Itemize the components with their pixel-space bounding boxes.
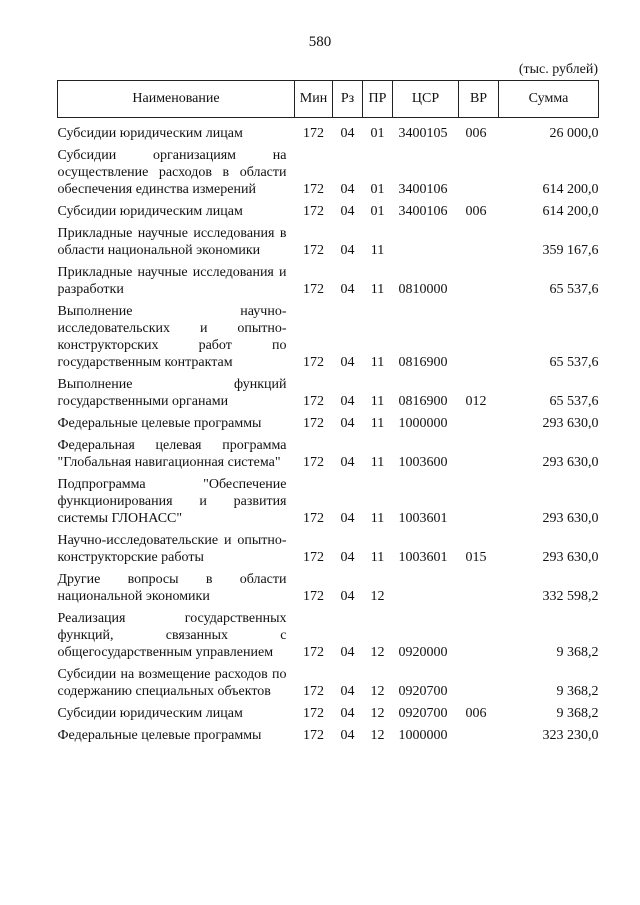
cell-pr: 01 [370,204,385,219]
cell-vr [459,432,499,471]
cell-min: 172 [303,684,324,699]
cell-min: 172 [303,455,324,470]
cell-name: Федеральные целевые программы [57,416,262,431]
cell-pr: 12 [370,706,385,721]
cell-rz: 04 [340,394,355,409]
units-caption: (тыс. рублей) [518,62,598,77]
cell-pr: 11 [370,416,385,431]
budget-table [57,80,599,744]
cell-name: Субсидии на возмещение расходов по содержанию специальных объектов [57,667,287,699]
cell-min: 172 [303,416,324,431]
cell-rz: 04 [340,182,355,197]
cell-csr [393,220,459,259]
cell-pr: 11 [370,550,385,565]
cell-vr [459,298,499,371]
header-name: Наименование [58,81,295,118]
cell-name: Подпрограмма "Обеспечение функционирования и развития системы ГЛОНАСС" [57,477,287,526]
table-row [58,566,599,605]
table-row [58,259,599,298]
header-pr: ПР [363,81,393,118]
cell-sum: 9 368,2 [556,706,599,721]
cell-vr: 006 [465,126,487,141]
cell-sum: 614 200,0 [542,182,599,197]
cell-min: 172 [303,182,324,197]
cell-vr [459,410,499,432]
table-row [58,527,599,566]
cell-csr: 0816900 [398,355,448,370]
cell-sum: 293 630,0 [542,550,599,565]
cell-name: Федеральная целевая программа "Глобальная навигационная система" [57,438,287,470]
cell-name: Другие вопросы в области национальной экономики [57,572,287,604]
header-min: Мин [295,81,333,118]
cell-pr: 01 [370,126,385,141]
cell-pr: 11 [370,355,385,370]
cell-pr: 11 [370,243,385,258]
cell-sum: 26 000,0 [549,126,599,141]
header-sum: Сумма [499,81,599,118]
cell-csr: 0920700 [398,684,448,699]
table-row [58,605,599,661]
cell-name: Прикладные научные исследования в области национальной экономики [57,226,287,258]
cell-vr [459,142,499,198]
cell-sum: 9 368,2 [556,645,599,660]
cell-csr: 0810000 [398,282,448,297]
cell-pr: 12 [370,728,385,743]
cell-rz: 04 [340,684,355,699]
cell-min: 172 [303,511,324,526]
page-number: 580 [308,34,332,50]
cell-name: Субсидии юридическим лицам [57,706,243,721]
table-row [58,410,599,432]
cell-name: Выполнение функций государственными органами [57,377,287,409]
cell-csr: 1003601 [398,511,448,526]
table-row [58,371,599,410]
cell-vr [459,259,499,298]
cell-vr: 012 [465,394,487,409]
cell-vr: 006 [465,706,487,721]
cell-sum: 293 630,0 [542,511,599,526]
cell-sum: 9 368,2 [556,684,599,699]
cell-min: 172 [303,126,324,141]
cell-rz: 04 [340,550,355,565]
cell-rz: 04 [340,728,355,743]
cell-vr [459,722,499,744]
cell-min: 172 [303,589,324,604]
cell-sum: 293 630,0 [542,455,599,470]
cell-csr: 1000000 [398,728,448,743]
table-row [58,220,599,259]
cell-sum: 359 167,6 [542,243,599,258]
header-csr: ЦСР [393,81,459,118]
cell-csr: 0920700 [398,706,448,721]
cell-rz: 04 [340,282,355,297]
cell-vr: 006 [465,204,487,219]
cell-min: 172 [303,243,324,258]
cell-pr: 11 [370,455,385,470]
table-row [58,142,599,198]
cell-sum: 323 230,0 [542,728,599,743]
header-rz: Рз [333,81,363,118]
cell-rz: 04 [340,706,355,721]
table-row [58,298,599,371]
cell-vr [459,471,499,527]
cell-vr [459,220,499,259]
cell-sum: 65 537,6 [549,394,599,409]
cell-rz: 04 [340,416,355,431]
cell-rz: 04 [340,204,355,219]
table-row [58,722,599,744]
cell-csr: 3400105 [398,126,448,141]
table-row [58,118,599,143]
cell-rz: 04 [340,455,355,470]
table-row [58,198,599,220]
cell-csr: 1003601 [398,550,448,565]
cell-name: Выполнение научно-исследовательских и опытно-конструкторских работ по государственным контрактам [57,304,287,370]
cell-pr: 01 [370,182,385,197]
cell-vr [459,566,499,605]
cell-name: Субсидии юридическим лицам [57,204,243,219]
header-vr: ВР [459,81,499,118]
cell-pr: 12 [370,589,385,604]
cell-pr: 12 [370,645,385,660]
table-header [58,81,599,118]
cell-min: 172 [303,355,324,370]
cell-csr: 0816900 [398,394,448,409]
cell-pr: 11 [370,511,385,526]
cell-sum: 65 537,6 [549,282,599,297]
cell-rz: 04 [340,645,355,660]
cell-sum: 614 200,0 [542,204,599,219]
cell-min: 172 [303,550,324,565]
cell-name: Реализация государственных функций, связанных с общегосударственным управлением [57,611,287,660]
cell-min: 172 [303,645,324,660]
cell-csr [393,566,459,605]
cell-sum: 65 537,6 [549,355,599,370]
cell-rz: 04 [340,355,355,370]
cell-name: Прикладные научные исследования и разработки [57,265,287,297]
cell-name: Федеральные целевые программы [57,728,262,743]
cell-csr: 0920000 [398,645,448,660]
cell-name: Научно-исследовательские и опытно-конструкторские работы [57,533,287,565]
cell-pr: 12 [370,684,385,699]
cell-min: 172 [303,728,324,743]
cell-csr: 3400106 [398,204,448,219]
cell-vr [459,661,499,700]
table-row [58,432,599,471]
cell-rz: 04 [340,589,355,604]
cell-csr: 1003600 [398,455,448,470]
cell-min: 172 [303,282,324,297]
table-body [58,118,599,745]
cell-name: Субсидии организациям на осуществление расходов в области обеспечения единства измерений [57,148,287,197]
table-row [58,700,599,722]
cell-name: Субсидии юридическим лицам [57,126,243,141]
cell-vr [459,605,499,661]
cell-min: 172 [303,204,324,219]
cell-sum: 332 598,2 [542,589,599,604]
table-row [58,661,599,700]
cell-rz: 04 [340,126,355,141]
cell-csr: 3400106 [398,182,448,197]
cell-min: 172 [303,394,324,409]
cell-rz: 04 [340,243,355,258]
cell-sum: 293 630,0 [542,416,599,431]
cell-rz: 04 [340,511,355,526]
cell-vr: 015 [465,550,487,565]
cell-pr: 11 [370,394,385,409]
cell-csr: 1000000 [398,416,448,431]
cell-min: 172 [303,706,324,721]
table-row [58,471,599,527]
cell-pr: 11 [370,282,385,297]
